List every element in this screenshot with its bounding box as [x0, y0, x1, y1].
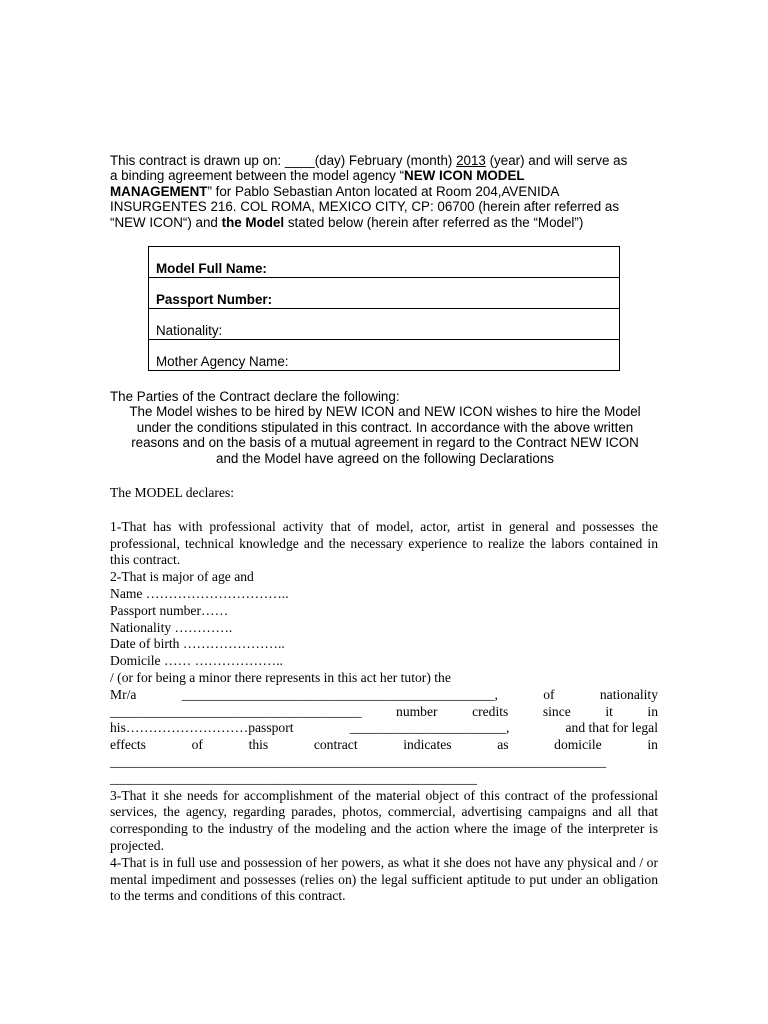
declaration-item-3: 3-That it she needs for accomplishment of the material object of this contract of the professional services, the agency, regarding parades, photos, commercial, advertising campaigns and all that corresponding to the industry of the modeling and the action where the image of the interpreter is projected. [110, 787, 658, 853]
model-declarations [110, 485, 658, 905]
nationality-field[interactable]: Nationality: [149, 309, 620, 340]
mother-agency-field[interactable]: Mother Agency Name: [149, 340, 620, 371]
intro-line-3: MANAGEMENT” for Pablo Sebastian Anton located at Room 204,AVENIDA [110, 183, 560, 199]
table-row [149, 340, 620, 371]
declaration-item-2: 2-That is major of age and [110, 569, 254, 585]
tutor-line: Mr/a ______________________________________________, of nationality [110, 686, 658, 702]
table-row [149, 247, 620, 278]
effects-line: effects of this contract indicates as domicile in [110, 737, 658, 753]
model-full-name-field[interactable]: Model Full Name: [149, 247, 620, 278]
table-row [149, 309, 620, 340]
tutor-nationality-blank[interactable]: _____________________________________ [110, 703, 362, 719]
parties-line-3: under the conditions stipulated in this contract. In accordance with the above written [136, 419, 634, 435]
tutor-passport-blank[interactable]: _______________________, [349, 720, 510, 736]
parties-declaration [110, 389, 660, 466]
dob-line[interactable]: Date of birth ………………….. [110, 636, 285, 652]
parties-line-2: The Model wishes to be hired by NEW ICON and NEW ICON wishes to hire the Model [129, 404, 641, 420]
declaration-item-1: 1-That has with professional activity that of model, actor, artist in general and possesses the professional, technical knowledge and the necessary experience to realize the labors contained in this contract. [110, 518, 658, 568]
domicile-blank-short[interactable]: ______________________________________________________ [110, 770, 478, 786]
table-row [149, 278, 620, 309]
passport-legal-line: his………………………passport _______________________, and that for legal [110, 720, 658, 736]
intro-line-1: This contract is drawn up on: ____(day) February (month) 2013 (year) and will serve as [110, 153, 628, 168]
agency-name-part2: MANAGEMENT [110, 183, 208, 199]
nationality-line[interactable]: Nationality …………. [110, 619, 233, 635]
tutor-name-blank[interactable]: ______________________________________________, [181, 686, 498, 702]
declaration-item-4: 4-That is in full use and possession of her powers, as what it she does not have any physical and / or mental impediment and possesses (relies on) the legal sufficient aptitude to put under an obligation to the terms and conditions of this contract. [110, 854, 658, 904]
contract-intro [110, 153, 660, 230]
domicile-line[interactable]: Domicile …… ……………….. [110, 653, 283, 669]
minor-line: / (or for being a minor there represents in this act her tutor) the [110, 669, 451, 685]
credits-line: _____________________________________ number credits since it in [110, 703, 658, 719]
parties-line-4: reasons and on the basis of a mutual agreement in regard to the Contract NEW ICON [131, 435, 639, 451]
intro-line-2: a binding agreement between the model agency “NEW ICON MODEL [110, 168, 525, 184]
name-line[interactable]: Name ………………………….. [110, 585, 289, 601]
agency-name-part1: NEW ICON MODEL [404, 168, 525, 184]
model-info-table [148, 246, 620, 371]
passport-line[interactable]: Passport number…… [110, 602, 229, 618]
contract-year: 2013 [456, 153, 486, 168]
passport-number-field[interactable]: Passport Number: [149, 278, 620, 309]
intro-line-5: “NEW ICON“) and the Model stated below (herein after referred as the “Model”) [110, 214, 584, 230]
domicile-blank-long[interactable]: _________________________________________________________________________ [110, 753, 607, 769]
intro-line-4: INSURGENTES 216. COL ROMA, MEXICO CITY, CP: 06700 (herein after referred as [110, 199, 620, 215]
parties-line-1: The Parties of the Contract declare the following: [110, 389, 400, 404]
declarations-heading: The MODEL declares: [110, 485, 235, 500]
parties-line-5: and the Model have agreed on the following Declarations [216, 450, 554, 466]
